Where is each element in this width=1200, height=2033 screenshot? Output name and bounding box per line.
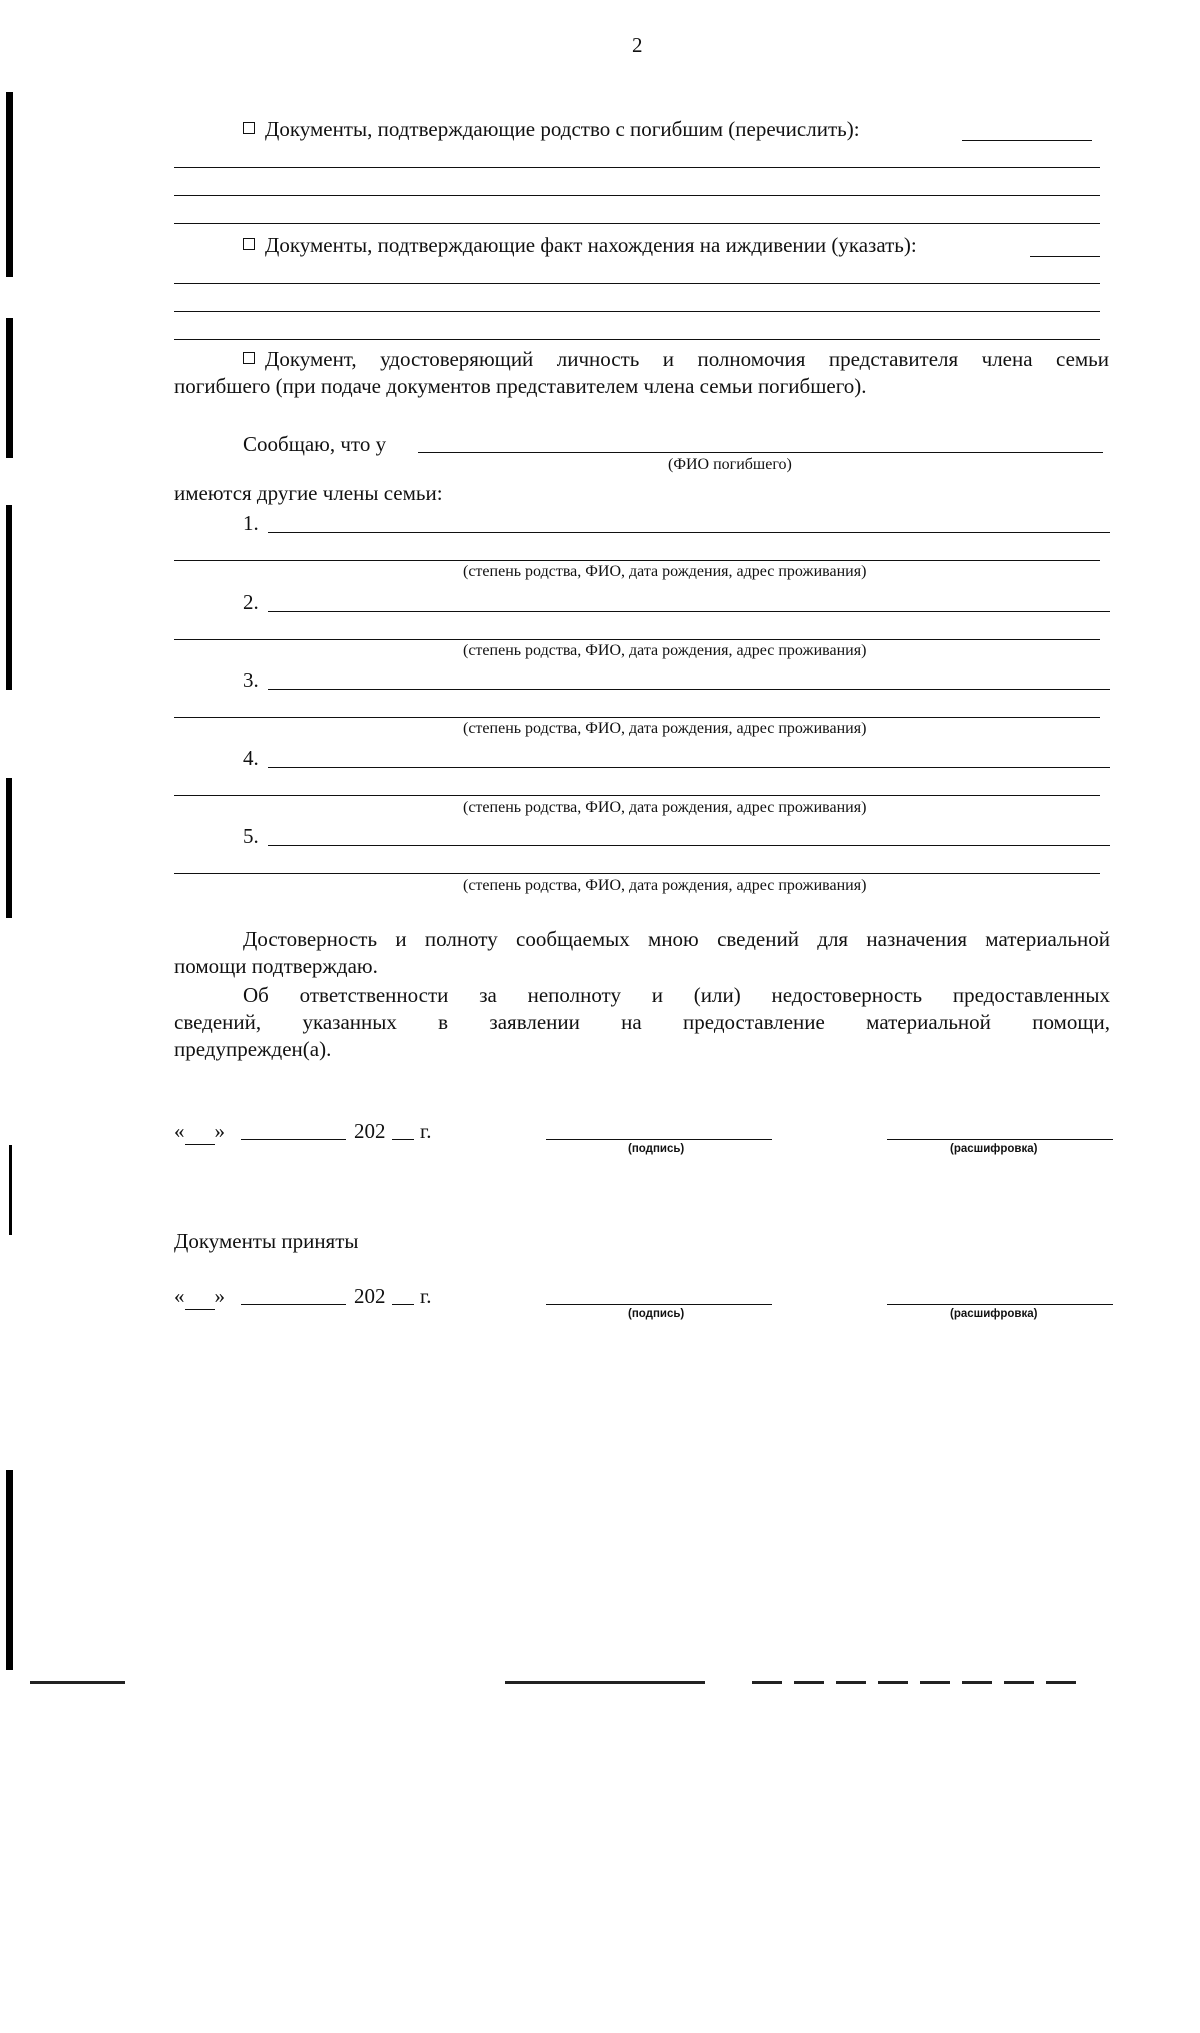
kinship-docs-line[interactable] — [174, 195, 1100, 196]
member-hint: (степень родства, ФИО, дата рождения, адрес проживания) — [463, 799, 867, 816]
responsibility-paragraph-line-2: сведений, указанных в заявлении на предоставление материальной помощи, — [174, 1010, 1110, 1034]
day-blank[interactable] — [185, 1118, 215, 1145]
scan-artifact-bar — [6, 92, 13, 277]
signature-line[interactable] — [546, 1139, 772, 1140]
year-blank[interactable] — [392, 1139, 414, 1140]
member-line[interactable] — [268, 532, 1110, 533]
page-number: 2 — [632, 33, 643, 57]
dependency-docs-line[interactable] — [174, 311, 1100, 312]
dependency-docs-checkbox[interactable] — [243, 238, 255, 250]
deceased-name-line[interactable] — [418, 452, 1103, 453]
member-line[interactable] — [174, 873, 1100, 874]
scan-artifact-bar — [6, 778, 12, 918]
identity-docs-checkbox[interactable] — [243, 352, 255, 364]
documents-accepted-label: Документы приняты — [174, 1229, 359, 1253]
other-members-label: имеются другие члены семьи: — [174, 481, 443, 505]
kinship-docs-checkbox[interactable] — [243, 122, 255, 134]
decoding-line[interactable] — [887, 1139, 1113, 1140]
deceased-name-hint: (ФИО погибшего) — [668, 456, 792, 473]
decoding-line[interactable] — [887, 1304, 1113, 1305]
kinship-docs-item — [243, 116, 860, 142]
date-field — [174, 1118, 225, 1145]
year-suffix: г. — [420, 1119, 432, 1143]
year-blank[interactable] — [392, 1304, 414, 1305]
scan-artifact-dash — [30, 1681, 125, 1684]
close-quote: » — [214, 1284, 225, 1308]
member-line[interactable] — [174, 795, 1100, 796]
dependency-docs-line[interactable] — [174, 339, 1100, 340]
member-line[interactable] — [174, 717, 1100, 718]
member-number: 4. — [243, 746, 259, 770]
scan-artifact-bar — [6, 1470, 13, 1670]
month-blank[interactable] — [241, 1304, 346, 1305]
kinship-docs-line[interactable] — [174, 223, 1100, 224]
dependency-docs-line[interactable] — [174, 283, 1100, 284]
member-hint: (степень родства, ФИО, дата рождения, адрес проживания) — [463, 720, 867, 737]
month-blank[interactable] — [241, 1139, 346, 1140]
scan-artifact-bar — [9, 1145, 12, 1235]
signature-hint: (подпись) — [628, 1143, 685, 1155]
member-line[interactable] — [268, 689, 1110, 690]
kinship-docs-line[interactable] — [174, 167, 1100, 168]
year-prefix: 202 — [354, 1119, 386, 1143]
member-line[interactable] — [174, 639, 1100, 640]
member-line[interactable] — [268, 611, 1110, 612]
signature-hint: (подпись) — [628, 1308, 685, 1320]
member-hint: (степень родства, ФИО, дата рождения, адрес проживания) — [463, 563, 867, 580]
decoding-hint: (расшифровка) — [950, 1143, 1038, 1155]
identity-docs-item — [243, 346, 1109, 372]
responsibility-paragraph-end: предупрежден(а). — [174, 1037, 332, 1061]
member-hint: (степень родства, ФИО, дата рождения, адрес проживания) — [463, 877, 867, 894]
open-quote: « — [174, 1284, 185, 1308]
member-line[interactable] — [268, 845, 1110, 846]
member-number: 5. — [243, 824, 259, 848]
signature-line[interactable] — [546, 1304, 772, 1305]
member-line[interactable] — [268, 767, 1110, 768]
scan-artifact-dash — [752, 1681, 1082, 1684]
year-suffix: г. — [420, 1284, 432, 1308]
identity-docs-continuation: погибшего (при подаче документов представителем члена семьи погибшего). — [174, 374, 867, 398]
year-prefix: 202 — [354, 1284, 386, 1308]
confirmation-paragraph-1: Достоверность и полноту сообщаемых мною сведений для назначения материальной — [243, 927, 1110, 951]
report-prefix: Сообщаю, что у — [243, 432, 387, 456]
close-quote: » — [214, 1119, 225, 1143]
member-line[interactable] — [174, 560, 1100, 561]
identity-docs-label: Документ, удостоверяющий личность и полномочия представителя члена семьи — [265, 347, 1109, 371]
day-blank[interactable] — [185, 1283, 215, 1310]
dependency-docs-label: Документы, подтверждающие факт нахождения на иждивении (указать): — [265, 233, 917, 257]
scan-artifact-bar — [6, 318, 13, 458]
decoding-hint: (расшифровка) — [950, 1308, 1038, 1320]
scan-artifact-dash — [505, 1681, 705, 1684]
open-quote: « — [174, 1119, 185, 1143]
responsibility-paragraph: Об ответственности за неполноту и (или) недостоверность предоставленных — [243, 983, 1110, 1007]
member-number: 2. — [243, 590, 259, 614]
confirmation-paragraph-1-end: помощи подтверждаю. — [174, 954, 378, 978]
scan-artifact-bar — [6, 505, 12, 690]
member-number: 3. — [243, 668, 259, 692]
dependency-docs-line[interactable] — [1030, 256, 1100, 257]
kinship-docs-label: Документы, подтверждающие родство с погибшим (перечислить): — [265, 117, 860, 141]
member-number: 1. — [243, 511, 259, 535]
dependency-docs-item — [243, 232, 917, 258]
date-field — [174, 1283, 225, 1310]
kinship-docs-line[interactable] — [962, 140, 1092, 141]
member-hint: (степень родства, ФИО, дата рождения, адрес проживания) — [463, 642, 867, 659]
